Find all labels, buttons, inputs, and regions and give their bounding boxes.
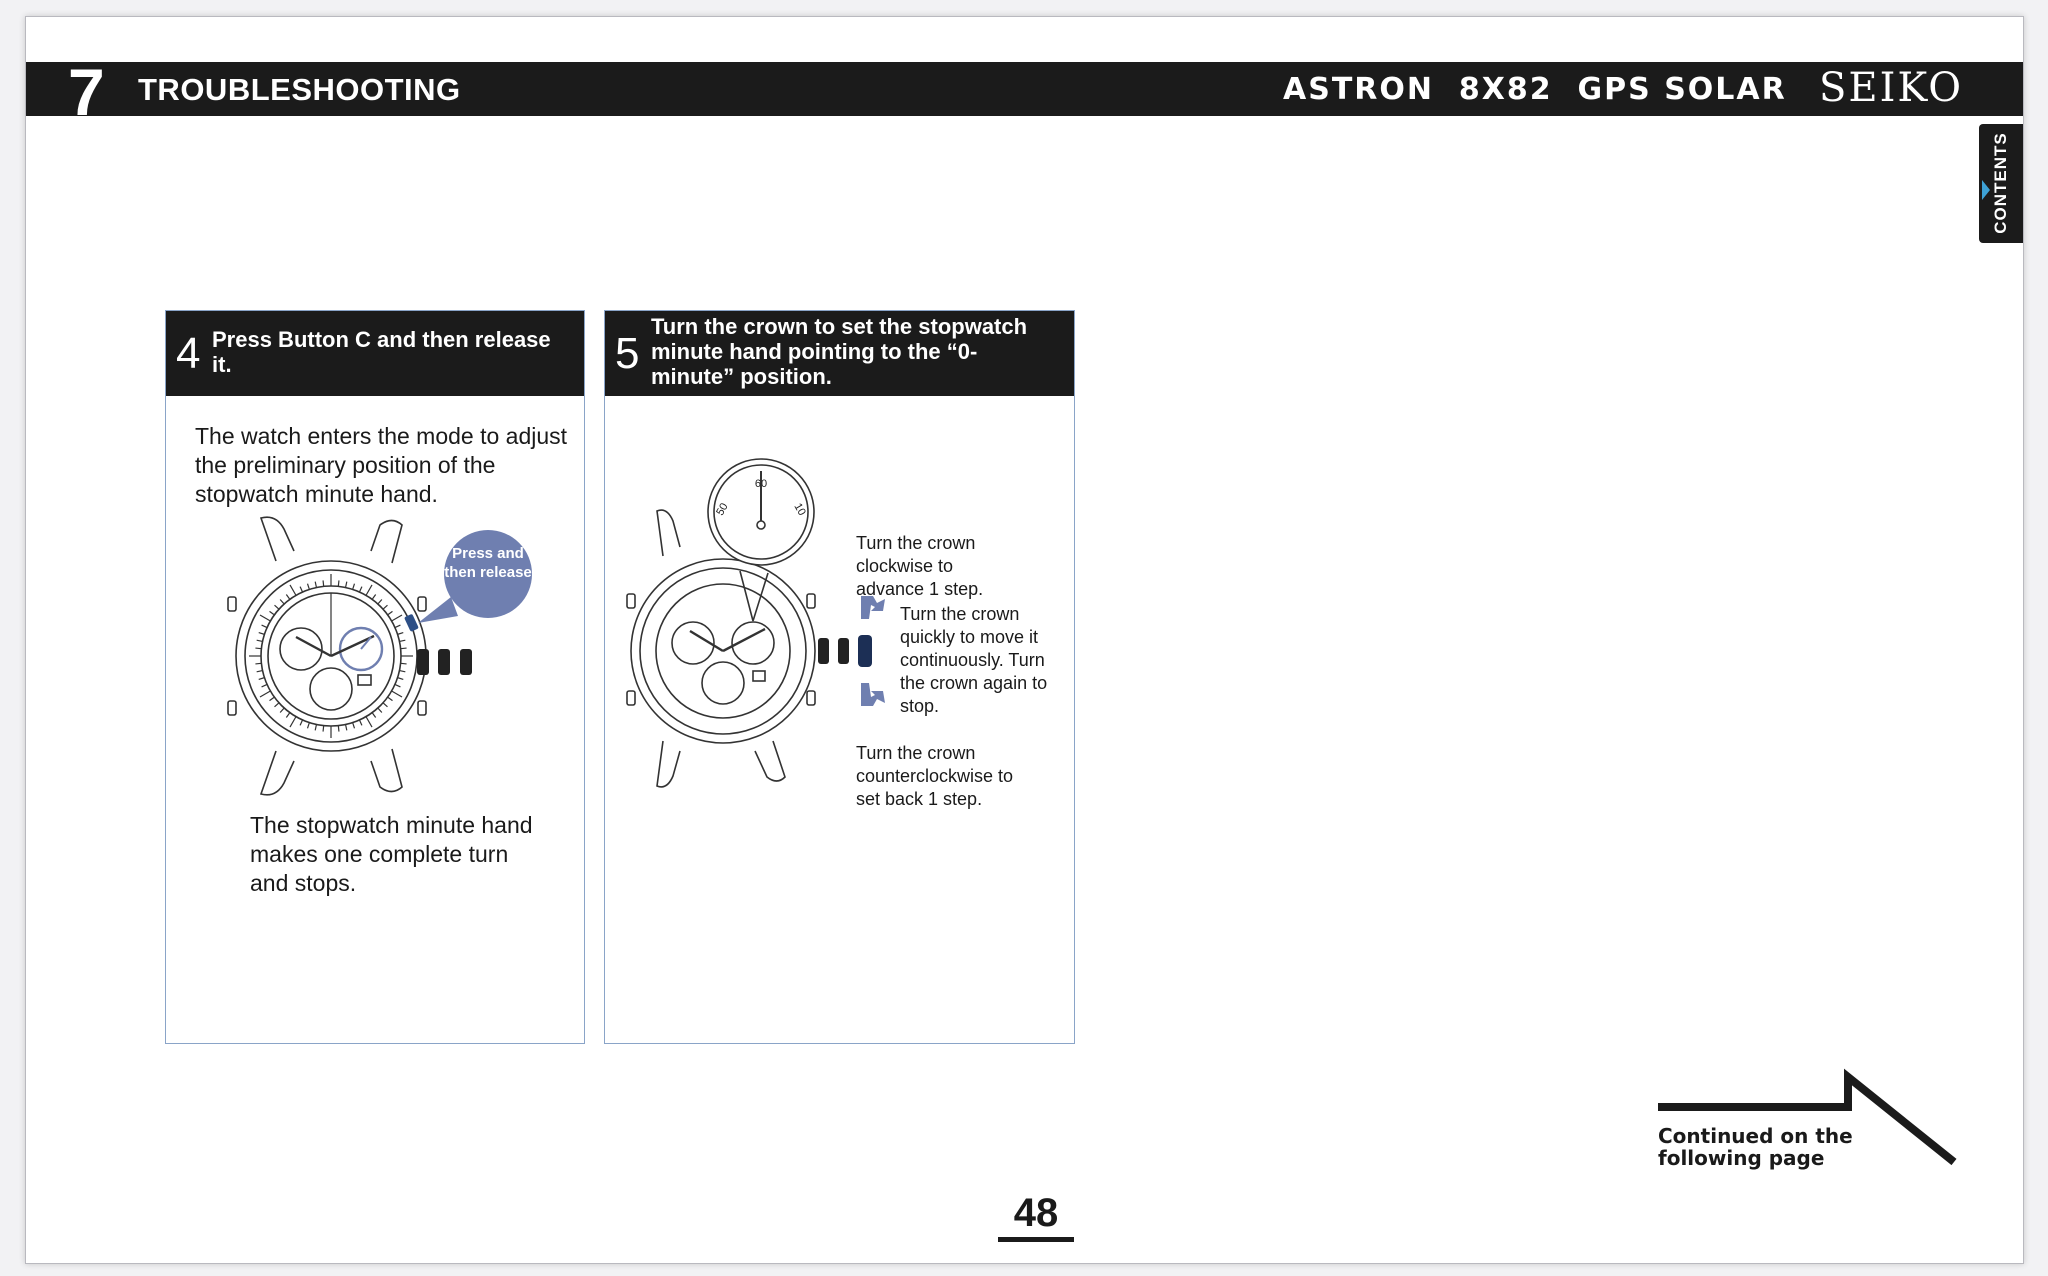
- dial-tick: [346, 724, 347, 730]
- dial-tick: [372, 595, 376, 600]
- dial-tick: [270, 611, 275, 615]
- dial-tick: [290, 585, 296, 595]
- step-4-panel: [165, 310, 585, 1044]
- dial-tick: [260, 691, 270, 697]
- chapter-header: [26, 55, 2023, 129]
- dial-tick: [399, 640, 405, 641]
- dial-tick: [259, 633, 265, 635]
- tab-arrow-icon: [1982, 180, 1990, 200]
- dial-tick: [286, 713, 290, 718]
- dial-tick: [388, 697, 393, 701]
- clockwise-note: Turn the crown clockwise to advance 1 step.: [856, 533, 984, 599]
- dial-tick: [255, 663, 261, 664]
- dial-tick: [383, 605, 387, 609]
- dial-tick: [359, 587, 361, 592]
- dial-tick: [308, 723, 310, 729]
- dial-tick: [323, 726, 324, 732]
- dial-tick: [383, 703, 387, 707]
- dial-tick: [395, 684, 400, 686]
- dial-tick: [388, 611, 393, 615]
- step-4-intro: The watch enters the mode to adjust the preliminary position of the stopwatch minute hand.: [195, 423, 568, 507]
- dial-tick: [262, 625, 267, 627]
- step-5-panel: [604, 310, 1075, 1044]
- dial-tick: [262, 684, 267, 686]
- dial-tick: [300, 587, 302, 592]
- dial-tick: [257, 640, 263, 641]
- step-4-result: The stopwatch minute hand makes one complete turn and stops.: [250, 812, 533, 896]
- continued-label: Continued on the following page: [1658, 1124, 1853, 1170]
- model-name: ASTRON 8X82 GPS SOLAR: [1283, 72, 1787, 107]
- counterclockwise-note: Turn the crown counterclockwise to set back 1 step.: [856, 743, 1014, 809]
- dial-tick: [366, 585, 372, 595]
- dial-tick: [315, 724, 316, 730]
- dial-tick: [323, 580, 324, 586]
- dial-tick: [392, 615, 402, 621]
- dial-tick: [398, 678, 404, 680]
- contents-tab-label: CONTENTS: [1991, 132, 2010, 234]
- dial-tick: [315, 582, 316, 588]
- dial-tick: [346, 582, 347, 588]
- dial-tick: [366, 717, 372, 727]
- brand-logo: SEIKO: [1819, 65, 1964, 111]
- dial-label-10: 10: [791, 501, 808, 518]
- dial-tick: [308, 584, 310, 590]
- step-title: Press Button C and then release it.: [212, 327, 551, 377]
- dial-tick: [257, 671, 263, 672]
- dial-tick: [338, 726, 339, 732]
- dial-tick: [270, 697, 275, 701]
- page-number: 48: [998, 1189, 1074, 1242]
- chapter-number: 7: [68, 55, 105, 129]
- dial-tick: [359, 720, 361, 725]
- dial-tick: [259, 678, 265, 680]
- contents-tab[interactable]: [1979, 124, 2023, 243]
- dial-tick: [286, 595, 290, 600]
- dial-tick: [392, 691, 402, 697]
- dial-tick: [399, 671, 405, 672]
- quick-turn-note: Turn the crown quickly to move it continuously. Turn the crown again to stop.: [900, 604, 1048, 716]
- dial-tick: [395, 625, 400, 627]
- dial-tick: [353, 584, 355, 590]
- step-title: Turn the crown to set the stopwatch minute hand pointing to the “0-minute” position.: [651, 314, 1028, 389]
- dial-tick: [372, 713, 376, 718]
- dial-tick: [275, 703, 279, 707]
- dial-tick: [378, 708, 382, 712]
- dial-tick: [290, 717, 296, 727]
- manual-page: [25, 16, 2024, 1264]
- dial-label-50: 50: [714, 501, 731, 518]
- dial-tick: [300, 720, 302, 725]
- press-release-callout: Press and then release: [444, 545, 532, 581]
- dial-tick: [280, 600, 284, 604]
- dial-tick: [398, 633, 404, 635]
- dial-tick: [401, 648, 407, 649]
- dial-label-60: 60: [754, 478, 768, 490]
- dial-tick: [353, 723, 355, 729]
- dial-tick: [260, 615, 270, 621]
- dial-tick: [378, 600, 382, 604]
- dial-tick: [275, 605, 279, 609]
- continued-marker[interactable]: [1658, 1057, 1984, 1177]
- dial-tick: [255, 648, 261, 649]
- step-number: 4: [176, 329, 201, 378]
- dial-tick: [280, 708, 284, 712]
- dial-tick: [401, 663, 407, 664]
- watch-illustration: [166, 311, 584, 1043]
- dial-tick: [338, 580, 339, 586]
- step-number: 5: [615, 329, 640, 378]
- chapter-title: TROUBLESHOOTING: [138, 72, 461, 107]
